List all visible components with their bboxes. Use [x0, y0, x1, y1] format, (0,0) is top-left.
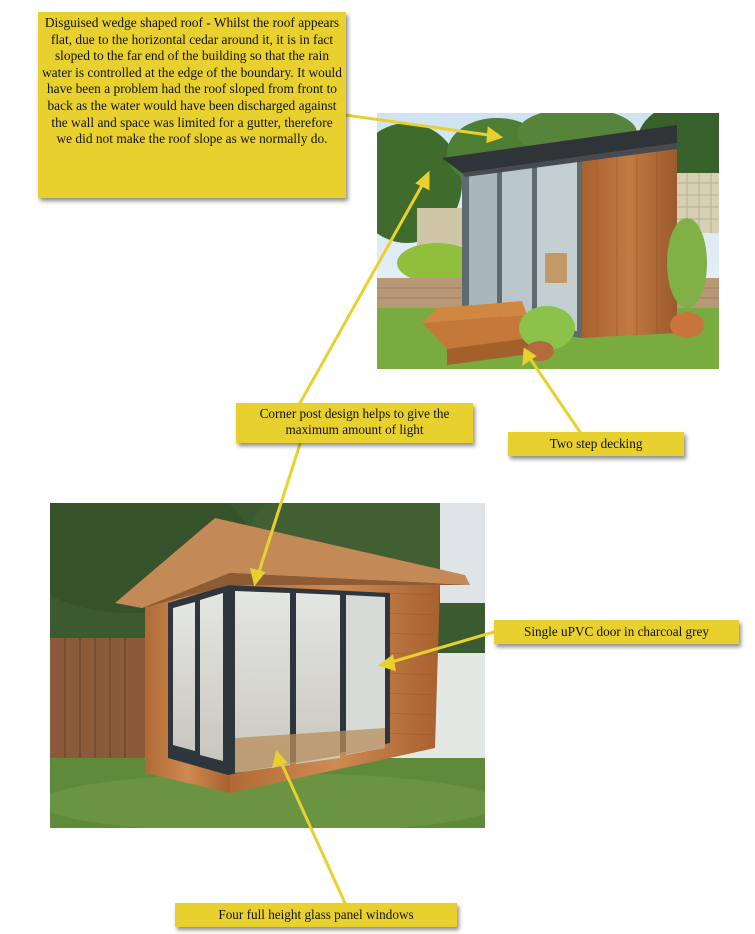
windows-note [175, 903, 457, 927]
roof-note-text: Disguised wedge shaped roof - Whilst the roof appears flat, due to the horizontal cedar around it, it is in fact sloped to the far end of the building so that the rain water is controlled at the edge of the boundary. It would have been a problem had the roof sloped from front to back as the water would have been discharged against the wall and space was limited for a gutter, therefore we did not make the roof slope as we normally do. [42, 15, 342, 147]
door-note [494, 620, 739, 644]
windows-note-text: Four full height glass panel windows [218, 907, 414, 922]
corner-post-note-text: Corner post design helps to give the maximum amount of light [259, 406, 450, 438]
decking-note [508, 432, 684, 456]
door-note-text: Single uPVC door in charcoal grey [524, 624, 709, 639]
decking-note-text: Two step decking [549, 436, 643, 451]
corner-post-note [236, 403, 473, 443]
roof-note [38, 12, 346, 198]
